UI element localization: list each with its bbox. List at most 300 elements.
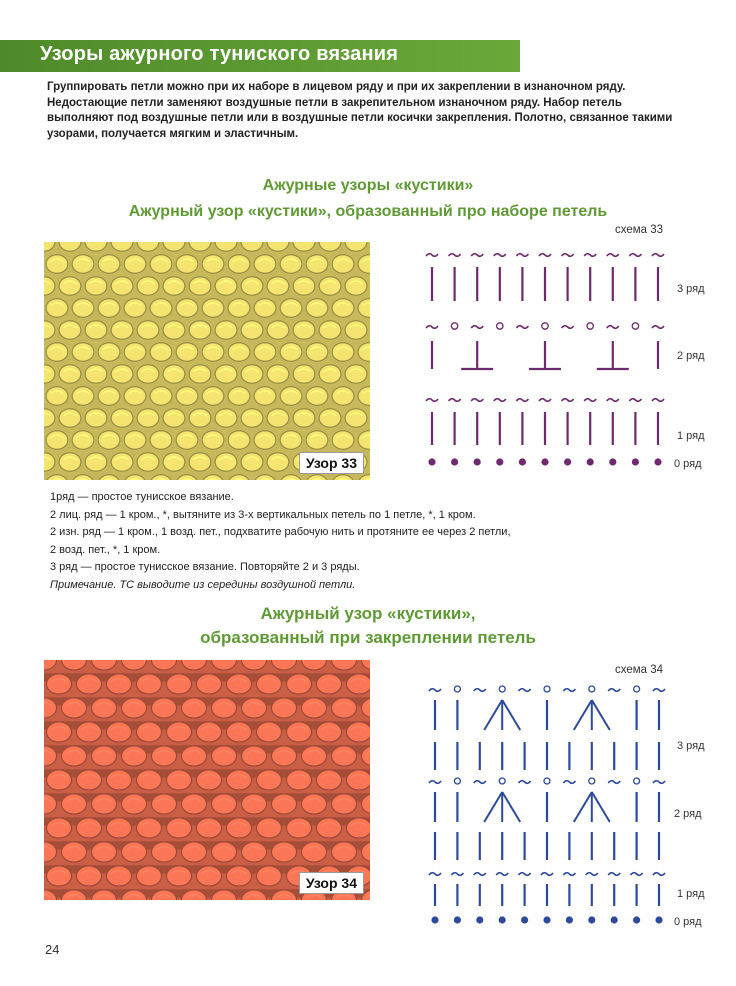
chain-tilde-symbol <box>474 781 486 784</box>
chain-tilde-symbol <box>539 399 551 402</box>
swatch-stitch <box>202 343 224 361</box>
swatch-stitch <box>196 770 221 790</box>
chain-tilde-symbol <box>562 326 574 329</box>
chain-tilde-symbol <box>539 254 551 257</box>
swatch-stitch <box>332 431 354 449</box>
swatch-stitch <box>111 277 133 295</box>
chain-tilde-symbol <box>449 399 461 402</box>
swatch-stitch <box>106 866 131 886</box>
swatch-stitch <box>332 387 354 405</box>
fan-right-symbol <box>592 792 610 822</box>
chain-tilde-symbol <box>653 689 665 692</box>
page-title: Узоры ажурного туниского вязания <box>40 43 399 65</box>
swatch-stitch <box>136 674 161 694</box>
swatch-stitch <box>286 818 311 838</box>
swatch-stitch <box>306 299 328 317</box>
instruction-note: Примечание. ТС выводите из середины воздушной петли. <box>50 578 356 591</box>
intro-paragraph: Группировать петли можно при их наборе в лицевом ряду и при их закреплении в изнаночном ряду. Недостающие петли заменяют воздушные петли в закрепительном изнаночном ряду. Набор петель выполняют под воздушные петли или в воздушные петли косички закрепления. Полотно, связанное такими узорами, получается мягким и эластичным. <box>47 81 673 140</box>
swatch-stitch <box>72 299 94 317</box>
chain-tilde-symbol <box>607 399 619 402</box>
swatch-stitch <box>189 321 211 339</box>
swatch-stitch <box>91 842 116 862</box>
swatch-stitch <box>211 794 236 814</box>
swatch-stitch <box>332 343 354 361</box>
base-loop-dot <box>587 458 594 465</box>
swatch-stitch <box>76 674 101 694</box>
swatch-stitch <box>293 321 315 339</box>
swatch-stitch <box>346 674 370 694</box>
chain-tilde-symbol <box>562 399 574 402</box>
scheme33-row1-label: 1 ряд <box>677 430 705 442</box>
chain-tilde-symbol <box>586 873 598 876</box>
base-loop-dot <box>588 916 595 923</box>
swatch-stitch <box>211 698 236 718</box>
swatch-stitch <box>111 365 133 383</box>
swatch-stitch <box>280 299 302 317</box>
swatch-stitch <box>345 365 367 383</box>
swatch-stitch <box>98 431 120 449</box>
swatch-stitch <box>271 842 296 862</box>
chain-tilde-symbol <box>541 873 553 876</box>
pattern34-heading-line2: образованный при закреплении петель <box>200 628 536 647</box>
swatch-stitch <box>293 365 315 383</box>
chain-tilde-symbol <box>449 254 461 257</box>
scheme34-row3-label: 3 ряд <box>677 740 705 752</box>
scheme34-row1-label: 1 ряд <box>677 888 705 900</box>
chain-loop-symbol <box>587 323 593 329</box>
base-loop-dot <box>632 458 639 465</box>
swatch-stitch <box>163 453 185 471</box>
swatch-stitch <box>106 818 131 838</box>
swatch-stitch <box>46 343 68 361</box>
swatch-stitch <box>91 698 116 718</box>
base-loop-dot <box>655 916 662 923</box>
chain-tilde-symbol <box>429 873 441 876</box>
swatch-stitch <box>196 866 221 886</box>
swatch-stitch <box>76 770 101 790</box>
swatch-stitch <box>46 674 71 694</box>
swatch-stitch <box>241 842 266 862</box>
swatch-stitch <box>301 698 326 718</box>
chain-tilde-symbol <box>426 326 438 329</box>
swatch-stitch <box>46 818 71 838</box>
chain-tilde-symbol <box>584 254 596 257</box>
swatch-stitch <box>85 277 107 295</box>
swatch-stitch <box>59 365 81 383</box>
swatch-stitch <box>46 866 71 886</box>
swatch-stitch <box>61 794 86 814</box>
swatch-stitch <box>271 698 296 718</box>
swatch-stitch <box>267 409 289 427</box>
swatch-stitch <box>166 818 191 838</box>
base-loop-dot <box>566 916 573 923</box>
swatch-33-photo <box>44 242 370 480</box>
swatch-stitch <box>202 431 224 449</box>
swatch-stitch <box>150 343 172 361</box>
swatch-stitch <box>241 453 263 471</box>
chain-loop-symbol <box>544 686 550 692</box>
swatch-stitch <box>121 698 146 718</box>
chain-tilde-symbol <box>653 873 665 876</box>
swatch-stitch <box>196 722 221 742</box>
swatch-stitch <box>137 453 159 471</box>
swatch-stitch <box>215 409 237 427</box>
chain-tilde-symbol <box>652 326 664 329</box>
swatch-stitch <box>124 299 146 317</box>
swatch-stitch <box>331 794 356 814</box>
pattern33-heading: Ажурный узор «кустики», образованный про наборе петель <box>128 203 608 220</box>
swatch-stitch <box>137 409 159 427</box>
swatch-stitch <box>211 746 236 766</box>
chain-tilde-symbol <box>652 399 664 402</box>
swatch-stitch <box>306 431 328 449</box>
swatch-stitch <box>254 255 276 273</box>
swatch-stitch <box>346 770 370 790</box>
scheme33-label: схема 33 <box>615 224 664 236</box>
swatch-stitch <box>61 746 86 766</box>
swatch-stitch <box>124 431 146 449</box>
swatch-stitch <box>256 866 281 886</box>
swatch-stitch <box>319 365 341 383</box>
swatch-stitch <box>181 746 206 766</box>
swatch-stitch <box>228 299 250 317</box>
fan-left-symbol <box>484 792 502 822</box>
base-loop-dot <box>543 916 550 923</box>
swatch-stitch <box>241 794 266 814</box>
scheme33-row3-label: 3 ряд <box>677 283 705 295</box>
swatch-stitch <box>46 431 68 449</box>
swatch-stitch <box>76 818 101 838</box>
scheme-33-chart <box>420 245 670 475</box>
chain-tilde-symbol <box>429 781 441 784</box>
chain-loop-symbol <box>499 686 505 692</box>
chain-tilde-symbol <box>653 781 665 784</box>
swatch-stitch <box>241 321 263 339</box>
base-loop-dot <box>541 458 548 465</box>
swatch-stitch <box>61 698 86 718</box>
scheme34-label: схема 34 <box>615 664 664 676</box>
swatch-stitch <box>151 842 176 862</box>
chain-tilde-symbol <box>563 873 575 876</box>
swatch-stitch <box>319 321 341 339</box>
chain-tilde-symbol <box>563 781 575 784</box>
swatch-stitch <box>254 299 276 317</box>
swatch-stitch <box>111 453 133 471</box>
swatch-stitch <box>163 365 185 383</box>
swatch-stitch <box>106 722 131 742</box>
scheme34-row0-label: 0 ряд <box>674 916 702 928</box>
swatch-stitch <box>166 866 191 886</box>
chain-loop-symbol <box>451 323 457 329</box>
swatch-stitch <box>46 299 68 317</box>
swatch-stitch <box>215 453 237 471</box>
chain-tilde-symbol <box>426 399 438 402</box>
swatch-stitch <box>226 674 251 694</box>
swatch-stitch <box>332 255 354 273</box>
chain-tilde-symbol <box>429 689 441 692</box>
swatch-stitch <box>331 842 356 862</box>
swatch-stitch <box>228 431 250 449</box>
swatch-stitch <box>181 794 206 814</box>
base-loop-dot <box>499 916 506 923</box>
swatch-stitch <box>189 365 211 383</box>
chain-loop-symbol <box>632 323 638 329</box>
chain-tilde-symbol <box>519 781 531 784</box>
base-loop-dot <box>428 458 435 465</box>
swatch-stitch <box>151 794 176 814</box>
fan-left-symbol <box>574 792 592 822</box>
swatch-stitch <box>85 453 107 471</box>
swatch-stitch <box>111 409 133 427</box>
swatch-stitch <box>241 277 263 295</box>
swatch-stitch <box>226 770 251 790</box>
swatch-stitch <box>72 387 94 405</box>
swatch-stitch <box>46 770 71 790</box>
chain-loop-symbol <box>544 778 550 784</box>
chain-tilde-symbol <box>631 873 643 876</box>
swatch-stitch <box>267 321 289 339</box>
swatch-stitch <box>286 770 311 790</box>
instruction-line: 2 изн. ряд — 1 кром., 1 возд. пет., подхватите рабочую нить и протяните ее через 2 петли, <box>50 526 511 538</box>
swatch-stitch <box>301 794 326 814</box>
swatch-stitch <box>166 722 191 742</box>
swatch-stitch <box>76 866 101 886</box>
swatch-stitch <box>331 746 356 766</box>
swatch-stitch <box>241 698 266 718</box>
swatch-stitch <box>46 387 68 405</box>
fan-right-symbol <box>592 700 610 730</box>
swatch-stitch <box>137 321 159 339</box>
swatch-stitch <box>331 698 356 718</box>
swatch-stitch <box>137 365 159 383</box>
swatch-stitch <box>59 453 81 471</box>
swatch-stitch <box>267 277 289 295</box>
base-loop-dot <box>496 458 503 465</box>
chain-tilde-symbol <box>607 326 619 329</box>
swatch-stitch <box>46 722 71 742</box>
chain-loop-symbol <box>634 686 640 692</box>
swatch-stitch <box>346 722 370 742</box>
swatch-stitch <box>166 674 191 694</box>
swatch-stitch <box>72 343 94 361</box>
swatch-stitch <box>286 674 311 694</box>
swatch-stitch <box>346 818 370 838</box>
title-banner <box>0 40 520 72</box>
swatch-stitch <box>176 299 198 317</box>
swatch-stitch <box>345 277 367 295</box>
swatch-stitch <box>176 387 198 405</box>
swatch-stitch <box>226 722 251 742</box>
swatch-stitch <box>215 365 237 383</box>
swatch-stitch <box>61 842 86 862</box>
swatch-stitch <box>91 746 116 766</box>
swatch-stitch <box>254 431 276 449</box>
chain-tilde-symbol <box>516 254 528 257</box>
swatch-stitch <box>241 409 263 427</box>
swatch-stitch <box>345 321 367 339</box>
swatch-stitch <box>46 255 68 273</box>
section-heading: Ажурные узоры «кустики» <box>262 177 474 194</box>
swatch-stitch <box>111 321 133 339</box>
swatch-stitch <box>286 722 311 742</box>
swatch-stitch <box>256 722 281 742</box>
swatch-stitch <box>316 770 341 790</box>
swatch-stitch <box>215 321 237 339</box>
fan-right-symbol <box>502 700 520 730</box>
swatch-stitch <box>166 770 191 790</box>
swatch-stitch <box>202 387 224 405</box>
swatch-stitch <box>124 255 146 273</box>
swatch-stitch <box>267 453 289 471</box>
swatch-stitch <box>256 818 281 838</box>
swatch-34-label: Узор 34 <box>299 872 364 894</box>
chain-loop-symbol <box>454 778 460 784</box>
swatch-stitch <box>306 343 328 361</box>
swatch-stitch <box>228 343 250 361</box>
swatch-stitch <box>121 746 146 766</box>
chain-tilde-symbol <box>607 254 619 257</box>
chain-tilde-symbol <box>516 399 528 402</box>
chain-loop-symbol <box>454 686 460 692</box>
chain-tilde-symbol <box>608 873 620 876</box>
swatch-stitch <box>59 321 81 339</box>
swatch-33-label: Узор 33 <box>299 452 364 474</box>
swatch-stitch <box>280 431 302 449</box>
swatch-stitch <box>241 365 263 383</box>
swatch-stitch <box>151 698 176 718</box>
swatch-stitch <box>136 866 161 886</box>
chain-loop-symbol <box>589 778 595 784</box>
swatch-stitch <box>176 343 198 361</box>
swatch-stitch <box>293 277 315 295</box>
fan-right-symbol <box>502 792 520 822</box>
chain-tilde-symbol <box>451 873 463 876</box>
base-loop-dot <box>633 916 640 923</box>
instruction-line: 2 возд. пет., *, 1 кром. <box>50 543 161 556</box>
swatch-stitch <box>151 746 176 766</box>
swatch-stitch <box>163 277 185 295</box>
chain-tilde-symbol <box>471 326 483 329</box>
swatch-stitch <box>76 722 101 742</box>
swatch-stitch <box>316 722 341 742</box>
base-loop-dot <box>521 916 528 923</box>
chain-tilde-symbol <box>519 689 531 692</box>
chain-tilde-symbol <box>608 689 620 692</box>
swatch-stitch <box>280 387 302 405</box>
swatch-stitch <box>121 842 146 862</box>
swatch-stitch <box>241 746 266 766</box>
swatch-stitch <box>280 343 302 361</box>
swatch-stitch <box>189 409 211 427</box>
instruction-line: 3 ряд — простое тунисское вязание. Повторяйте 2 и 3 ряды. <box>50 561 360 573</box>
swatch-stitch <box>319 277 341 295</box>
swatch-stitch <box>202 255 224 273</box>
base-loop-dot <box>609 458 616 465</box>
swatch-stitch <box>271 746 296 766</box>
swatch-stitch <box>136 770 161 790</box>
chain-tilde-symbol <box>426 254 438 257</box>
swatch-stitch <box>163 409 185 427</box>
swatch-stitch <box>59 277 81 295</box>
swatch-stitch <box>91 794 116 814</box>
chain-tilde-symbol <box>471 399 483 402</box>
swatch-stitch <box>124 343 146 361</box>
swatch-stitch <box>280 255 302 273</box>
base-loop-dot <box>451 458 458 465</box>
chain-tilde-symbol <box>584 399 596 402</box>
base-loop-dot <box>519 458 526 465</box>
swatch-stitch <box>267 365 289 383</box>
swatch-stitch <box>163 321 185 339</box>
chain-loop-symbol <box>589 686 595 692</box>
swatch-stitch <box>316 674 341 694</box>
swatch-stitch <box>181 698 206 718</box>
base-loop-dot <box>564 458 571 465</box>
swatch-stitch <box>98 387 120 405</box>
chain-tilde-symbol <box>608 781 620 784</box>
swatch-stitch <box>176 255 198 273</box>
pattern34-heading-line1: Ажурный узор «кустики», <box>260 604 476 623</box>
swatch-stitch <box>226 866 251 886</box>
swatch-stitch <box>319 409 341 427</box>
swatch-stitch <box>293 409 315 427</box>
base-loop-dot <box>476 916 483 923</box>
swatch-stitch <box>254 343 276 361</box>
swatch-stitch <box>196 818 221 838</box>
swatch-stitch <box>256 770 281 790</box>
chain-tilde-symbol <box>562 254 574 257</box>
swatch-stitch <box>106 674 131 694</box>
swatch-stitch <box>189 453 211 471</box>
base-loop-dot <box>454 916 461 923</box>
fan-left-symbol <box>484 700 502 730</box>
swatch-stitch <box>306 387 328 405</box>
chain-tilde-symbol <box>474 689 486 692</box>
chain-tilde-symbol <box>652 254 664 257</box>
scheme34-row2-label: 2 ряд <box>674 808 702 820</box>
swatch-stitch <box>124 387 146 405</box>
swatch-stitch <box>150 431 172 449</box>
base-loop-dot <box>474 458 481 465</box>
swatch-stitch <box>271 794 296 814</box>
swatch-stitch <box>106 770 131 790</box>
instruction-line: 1ряд — простое тунисское вязание. <box>50 491 234 503</box>
chain-tilde-symbol <box>519 873 531 876</box>
swatch-stitch <box>215 277 237 295</box>
chain-tilde-symbol <box>516 326 528 329</box>
swatch-stitch <box>196 674 221 694</box>
swatch-stitch <box>189 277 211 295</box>
swatch-stitch <box>332 299 354 317</box>
swatch-stitch <box>150 387 172 405</box>
chain-tilde-symbol <box>563 689 575 692</box>
instruction-line: 2 лиц. ряд — 1 кром., *, вытяните из 3-х вертикальных петель по 1 петле, *, 1 кром. <box>50 508 476 521</box>
swatch-34-photo <box>44 660 370 900</box>
chain-tilde-symbol <box>471 254 483 257</box>
chain-loop-symbol <box>542 323 548 329</box>
swatch-stitch <box>85 321 107 339</box>
fan-left-symbol <box>574 700 592 730</box>
chain-loop-symbol <box>497 323 503 329</box>
swatch-stitch <box>72 431 94 449</box>
swatch-stitch <box>316 818 341 838</box>
swatch-stitch <box>228 387 250 405</box>
swatch-stitch <box>226 818 251 838</box>
chain-tilde-symbol <box>494 254 506 257</box>
chain-tilde-symbol <box>629 399 641 402</box>
swatch-stitch <box>98 343 120 361</box>
swatch-stitch <box>254 387 276 405</box>
